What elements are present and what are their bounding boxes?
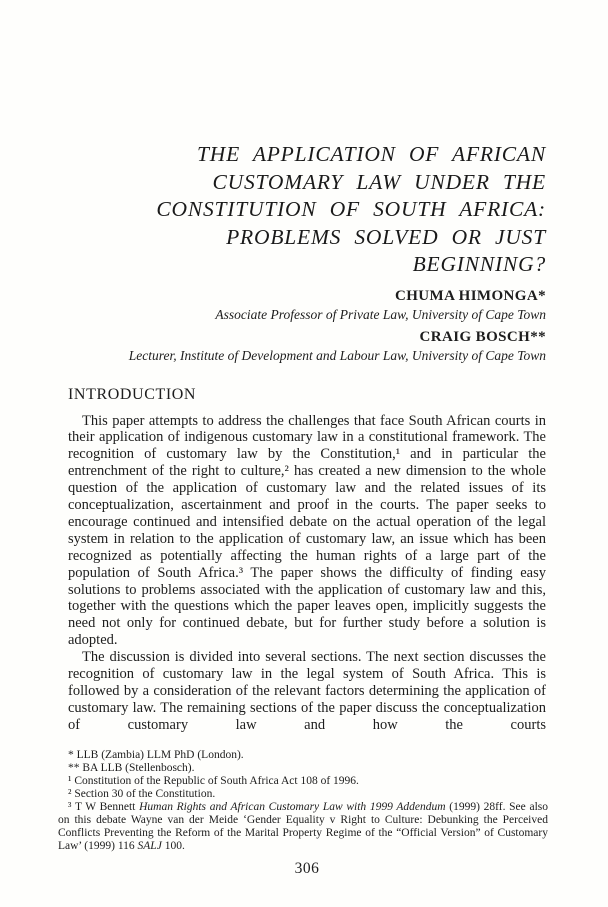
paragraph: This paper attempts to address the challenges that face South African courts in their application of indigenous customary law in a constitutional framework. The recognition of customary law by the Constitution,¹ and in particular the entrenchment of the right to culture,² has created a new dimension to the whole question of the application of customary law and the related issues of its conceptualization, ascertainment and proof in the courts. The paper seeks to encourage continued and intensified debate on the actual operation of the legal system in relation to the application of customary law, an issue which has been recognized as potentially affecting the human rights of a large part of the population of South Africa.³ The paper shows the difficulty of finding easy solutions to problems associated with the application of customary law and this, together with the questions which the paper leaves open, implicitly suggests the need not only for continued debate, but for further study before a solution is adopted.: [68, 412, 546, 649]
author-affiliation: Lecturer, Institute of Development and Labour Law, University of Cape Town: [128, 347, 546, 363]
footnote: ** BA LLB (Stellenbosch).: [68, 761, 195, 774]
section-heading-introduction: INTRODUCTION: [68, 385, 197, 403]
footnotes: [58, 749, 548, 853]
author-name: CHUMA HIMONGA*: [394, 287, 546, 304]
title-line: BEGINNING?: [412, 252, 546, 276]
title-line: CUSTOMARY LAW UNDER THE: [212, 169, 546, 194]
author-name: CRAIG BOSCH**: [419, 328, 546, 345]
text-block: [58, 0, 548, 878]
author-affiliation: Associate Professor of Private Law, University of Cape Town: [215, 306, 546, 322]
title-line: PROBLEMS SOLVED OR JUST: [226, 224, 546, 249]
footnote: ² Section 30 of the Constitution.: [68, 787, 216, 800]
footnote: ³ T W Bennett Human Rights and African Customary Law with 1999 Addendum (1999) 28ff. See also on this debate Wayne van der Meide ‘Gender Equality v Right to Culture: Debunking the Perceived Conflicts Preventing the Reform of the Marital Property Regime of the “Official Version” of Customary Law’ (1999) 116 SALJ 100.: [58, 800, 548, 852]
article-title: [68, 141, 546, 279]
title-line: CONSTITUTION OF SOUTH AFRICA:: [156, 197, 546, 221]
footnote: * LLB (Zambia) LLM PhD (London).: [68, 748, 244, 761]
paragraph: The discussion is divided into several sections. The next section discusses the recognition of customary law in the legal system of South Africa. This is followed by a consideration of the relevant factors determining the application of customary law. The remaining sections of the paper discuss the conceptualization of customary law and how the courts: [68, 649, 546, 733]
footnote: ¹ Constitution of the Republic of South Africa Act 108 of 1996.: [68, 774, 359, 787]
title-line: THE APPLICATION OF AFRICAN: [197, 142, 546, 166]
page-number: 306: [294, 859, 320, 877]
authors-block: [68, 287, 546, 365]
